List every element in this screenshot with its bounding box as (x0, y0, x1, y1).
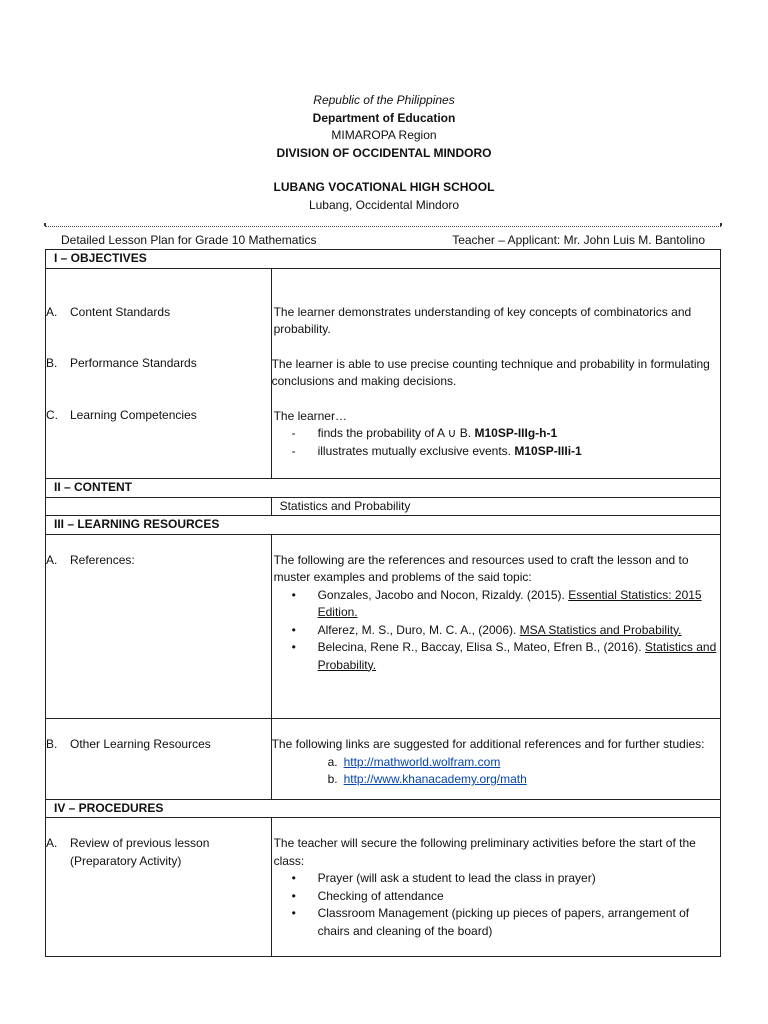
reference-authors: Belecina, Rene R., Baccay, Elisa S., Mateo, Efren B., (2016). (317, 640, 642, 654)
item-letter: C. (46, 407, 58, 422)
section-heading: II – CONTENT (46, 479, 721, 498)
section-content (46, 479, 721, 498)
list-item: • Alferez, M. S., Duro, M. C. A., (2006). MSA Statistics and Probability. (291, 622, 682, 637)
label-content-standards: Content Standards (70, 304, 171, 319)
review-intro: The teacher will secure the following preliminary activities before the start of the class: (273, 836, 696, 868)
list-item: a. http://mathworld.wolfram.com (328, 754, 720, 772)
links-list (272, 754, 720, 789)
references-text-cell (271, 534, 720, 719)
list-item: • Classroom Management (picking up pieces of papers, arrangement of chairs and cleaning of the board) (291, 906, 690, 938)
preliminary-list (272, 870, 720, 940)
section-objectives (46, 250, 721, 269)
competency-code: M10SP-IIIg-h-1 (474, 426, 558, 440)
section-heading: I – OBJECTIVES (46, 250, 721, 269)
section-heading: IV – PROCEDURES (46, 799, 721, 818)
competencies-intro: The learner… (273, 408, 347, 423)
label-performance-standards: Performance Standards (70, 356, 197, 370)
item-letter: B. (46, 356, 58, 370)
item-letter: A. (46, 552, 58, 567)
content-row (46, 497, 721, 516)
references-intro: The following are the references and resources used to craft the lesson and to muster examples and problems of the said topic: (273, 552, 689, 584)
other-resources-label-cell (46, 719, 272, 800)
lesson-title: Detailed Lesson Plan for Grade 10 Mathematics (61, 233, 317, 247)
performance-standards-text: The learner is able to use precise counting technique and probability in formulating conclusions and making decisions. (271, 356, 710, 388)
label-learning-competencies: Learning Competencies (70, 407, 197, 422)
objectives-row (46, 268, 721, 479)
section-resources (46, 516, 721, 535)
label-preparatory: (Preparatory Activity) (70, 853, 182, 868)
list-item: b. http://www.khanacademy.org/math (328, 771, 720, 789)
document-header (0, 92, 768, 214)
list-item: • Gonzales, Jacobo and Nocon, Rizaldy. (2015). Essential Statistics: 2015 Edition. (291, 587, 702, 619)
references-list (272, 587, 720, 675)
header-republic: Republic of the Philippines (313, 93, 455, 107)
header-school: LUBANG VOCATIONAL HIGH SCHOOL (273, 180, 495, 194)
section-heading: III – LEARNING RESOURCES (46, 516, 721, 535)
list-item: • Prayer (will ask a student to lead the class in prayer) (291, 871, 596, 885)
header-address: Lubang, Occidental Mindoro (308, 197, 460, 212)
item-letter: A. (46, 836, 58, 850)
khanacademy-link[interactable]: http://www.khanacademy.org/math (343, 772, 527, 786)
list-item: - finds the probability of A ∪ B. M10SP-IIIg-h-1 (291, 426, 558, 440)
objectives-text (271, 268, 720, 479)
competency-code: M10SP-IIIi-1 (514, 443, 582, 458)
header-department: Department of Education (312, 110, 456, 125)
review-text-cell (271, 818, 720, 957)
section-procedures (46, 799, 721, 818)
content-standards-text: The learner demonstrates understanding of key concepts of combinatorics and probability. (273, 304, 692, 336)
references-label-cell (46, 534, 272, 719)
item-letter: B. (46, 737, 58, 751)
other-resources-text-cell (271, 719, 720, 800)
competencies-list (272, 425, 720, 460)
competency-text: finds the probability of A ∪ B. (317, 426, 472, 440)
item-letter: A. (46, 304, 58, 319)
other-resources-intro: The following links are suggested for additional references and for further studies: (271, 737, 705, 751)
label-other-resources: Other Learning Resources (70, 737, 211, 751)
reference-title: MSA Statistics and Probability. (519, 622, 682, 637)
content-text: Statistics and Probability (271, 497, 720, 516)
reference-title: Essential Statistics: 2015 Edition. (317, 587, 702, 619)
teacher-name: Teacher – Applicant: Mr. John Luis M. Bantolino (452, 233, 705, 247)
competency-text: illustrates mutually exclusive events. (317, 443, 512, 458)
review-label-cell (46, 818, 272, 957)
reference-authors: Alferez, M. S., Duro, M. C. A., (2006). (317, 622, 517, 637)
label-review: Review of previous lesson (70, 836, 210, 850)
lesson-title-bar (45, 232, 721, 249)
other-resources-row (46, 719, 721, 800)
mathworld-link[interactable]: http://mathworld.wolfram.com (343, 754, 501, 769)
list-item: • Belecina, Rene R., Baccay, Elisa S., Mateo, Efren B., (2016). Statistics and Probability. (291, 640, 717, 672)
lesson-plan-table (45, 249, 721, 957)
references-row (46, 534, 721, 719)
header-division: DIVISION OF OCCIDENTAL MINDORO (276, 145, 492, 160)
list-item: - illustrates mutually exclusive events. M10SP-IIIi-1 (291, 443, 582, 458)
review-row (46, 818, 721, 957)
reference-authors: Gonzales, Jacobo and Nocon, Rizaldy. (2015). (317, 587, 565, 602)
divider-line (45, 226, 721, 227)
header-region: MIMAROPA Region (331, 128, 437, 142)
objectives-labels (46, 268, 272, 479)
label-references: References: (70, 552, 135, 567)
reference-title: Statistics and Probability. (317, 640, 717, 672)
list-item: • Checking of attendance (291, 888, 444, 903)
